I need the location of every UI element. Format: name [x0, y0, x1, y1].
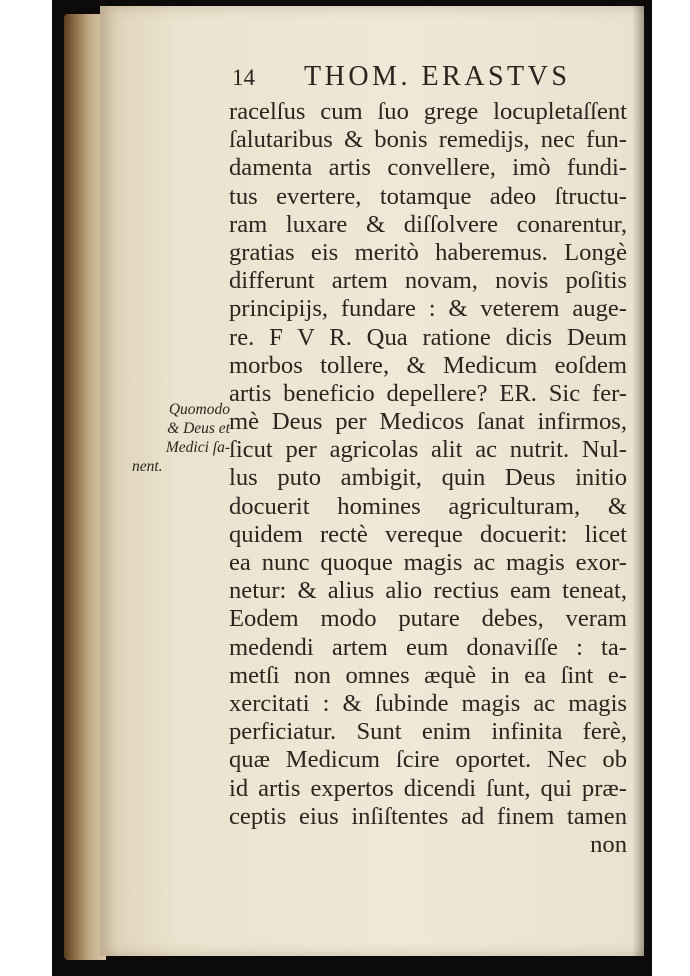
marginal-note-line: Medici ſa- — [165, 439, 230, 456]
text-line: quidem rectè vereque docuerit: licet — [229, 520, 627, 548]
running-head: THOM. ERASTVS — [304, 61, 571, 92]
marginal-note-line: Quomodo — [168, 401, 230, 418]
text-line: mè Deus per Medicos ſanat infirmos, — [229, 408, 627, 436]
text-line: ceptis eius inſiſtentes ad finem tamen — [229, 802, 627, 830]
text-line: Eodem modo putare debes, veram — [229, 605, 627, 633]
marginal-note — [132, 400, 230, 476]
marginal-note-line: & Deus et — [167, 420, 230, 437]
text-line: principijs, fundare : & veterem auge- — [229, 295, 627, 323]
text-line: gratias eis meritò haberemus. Longè — [229, 238, 627, 266]
page-number: 14 — [232, 65, 255, 90]
text-line: ram luxare & diſſolvere conarentur, — [229, 210, 627, 238]
text-line: medendi artem eum donaviſſe : ta- — [229, 633, 627, 661]
text-line: ſicut per agricolas alit ac nutrit. Nul- — [229, 436, 627, 464]
text-line: ea nunc quoque magis ac magis exor- — [229, 549, 627, 576]
text-line: lus puto ambigit, quin Deus initio — [229, 464, 627, 492]
text-line: morbos tollere, & Medicum eoſdem — [229, 351, 627, 379]
text-line: ſalutaribus & bonis remedijs, nec fun- — [229, 126, 627, 154]
text-line: netur: & alius alio rectius eam teneat, — [229, 577, 627, 605]
catchword: non — [590, 830, 627, 858]
marginal-note-line: nent. — [132, 458, 163, 475]
text-line: racelſus cum ſuo grege locupletaſſent — [229, 98, 627, 125]
body-text — [229, 98, 627, 859]
text-line: quæ Medicum ſcire oportet. Nec ob — [229, 746, 627, 774]
text-line: id artis expertos dicendi ſunt, qui præ- — [229, 774, 627, 802]
text-line: tus evertere, totamque adeo ſtructu- — [229, 182, 627, 210]
text-line: perficiatur. Sunt enim infinita ferè, — [229, 718, 627, 746]
text-line: re. F V R. Qua ratione dicis Deum — [229, 323, 627, 351]
text-line: metſi non omnes æquè in ea ſint e- — [229, 661, 627, 689]
text-line: artis beneficio depellere? ER. Sic fer- — [229, 379, 627, 407]
text-line: damenta artis convellere, imò fundi- — [229, 154, 627, 182]
page-gutter-shadow — [632, 6, 644, 956]
text-line: docuerit homines agriculturam, & — [229, 492, 627, 520]
text-line: xercitati : & ſubinde magis ac magis — [229, 689, 627, 717]
text-line: differunt artem novam, novis poſitis — [229, 267, 627, 295]
page-header — [226, 61, 636, 101]
